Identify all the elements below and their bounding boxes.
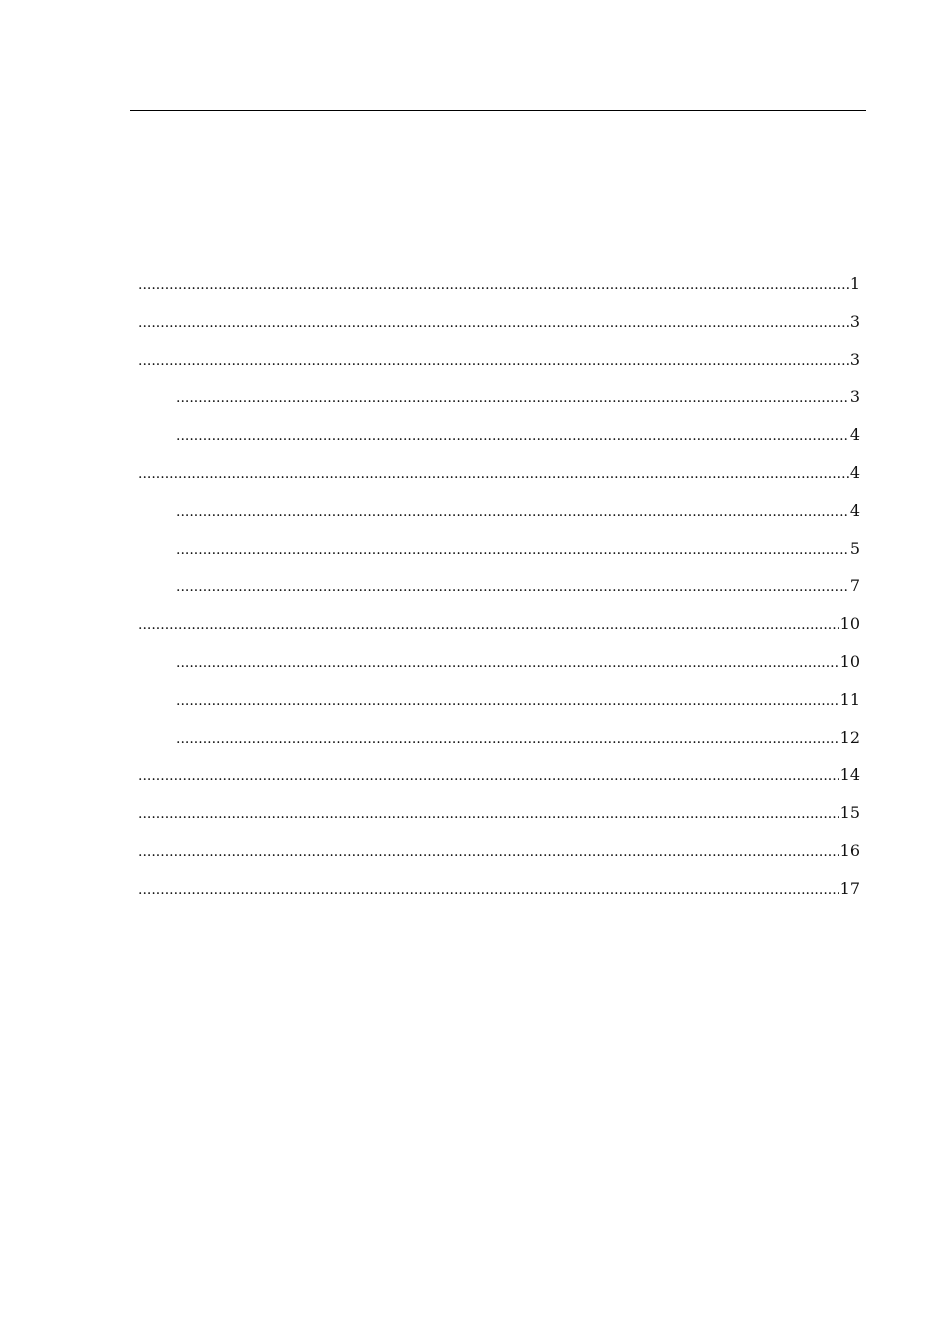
toc-dot-leader xyxy=(176,725,839,753)
toc-entry-page-number: 3 xyxy=(849,387,860,407)
toc-dot-leader xyxy=(138,838,839,866)
toc-entry[interactable] xyxy=(137,383,860,421)
toc-dot-leader xyxy=(176,422,849,450)
toc-entry-page-number: 4 xyxy=(849,500,860,520)
toc-entry-page-number: 11 xyxy=(839,689,860,709)
toc-dot-leader xyxy=(138,460,849,488)
toc-dot-leader xyxy=(138,762,839,790)
table-of-contents xyxy=(137,270,860,913)
toc-entry-page-number: 14 xyxy=(839,765,860,785)
toc-entry[interactable] xyxy=(137,875,860,913)
toc-dot-leader xyxy=(138,800,839,828)
header-divider xyxy=(130,110,866,111)
toc-dot-leader xyxy=(176,384,849,412)
toc-entry[interactable] xyxy=(137,610,860,648)
toc-entry[interactable] xyxy=(137,761,860,799)
toc-entry[interactable] xyxy=(137,837,860,875)
toc-dot-leader xyxy=(138,876,839,904)
toc-dot-leader xyxy=(138,347,849,375)
toc-dot-leader xyxy=(176,573,849,601)
toc-entry-page-number: 12 xyxy=(839,727,860,747)
toc-dot-leader xyxy=(176,536,849,564)
toc-dot-leader xyxy=(176,498,849,526)
toc-entry[interactable] xyxy=(137,497,860,535)
toc-entry-page-number: 3 xyxy=(849,311,860,331)
toc-entry[interactable] xyxy=(137,270,860,308)
toc-entry-page-number: 1 xyxy=(849,274,860,293)
toc-entry[interactable] xyxy=(137,421,860,459)
toc-dot-leader xyxy=(176,687,839,715)
toc-entry-page-number: 15 xyxy=(839,803,860,823)
toc-entry-page-number: 17 xyxy=(839,878,860,898)
toc-entry-page-number: 7 xyxy=(849,576,860,596)
toc-dot-leader xyxy=(176,649,839,677)
toc-entry[interactable] xyxy=(137,308,860,346)
toc-entry[interactable] xyxy=(137,648,860,686)
toc-entry-page-number: 10 xyxy=(839,614,860,634)
toc-entry-page-number: 5 xyxy=(849,538,860,558)
toc-entry-page-number: 4 xyxy=(849,462,860,482)
toc-dot-leader xyxy=(138,271,849,299)
toc-entry[interactable] xyxy=(137,346,860,384)
toc-entry[interactable] xyxy=(137,459,860,497)
toc-entry[interactable] xyxy=(137,799,860,837)
toc-entry[interactable] xyxy=(137,535,860,573)
toc-entry[interactable] xyxy=(137,724,860,762)
toc-dot-leader xyxy=(138,611,839,639)
toc-entry-page-number: 3 xyxy=(849,349,860,369)
toc-entry-page-number: 4 xyxy=(849,425,860,445)
toc-entry[interactable] xyxy=(137,686,860,724)
toc-entry-page-number: 10 xyxy=(839,651,860,671)
toc-entry[interactable] xyxy=(137,572,860,610)
toc-entry-page-number: 16 xyxy=(839,840,860,860)
toc-dot-leader xyxy=(138,309,849,337)
